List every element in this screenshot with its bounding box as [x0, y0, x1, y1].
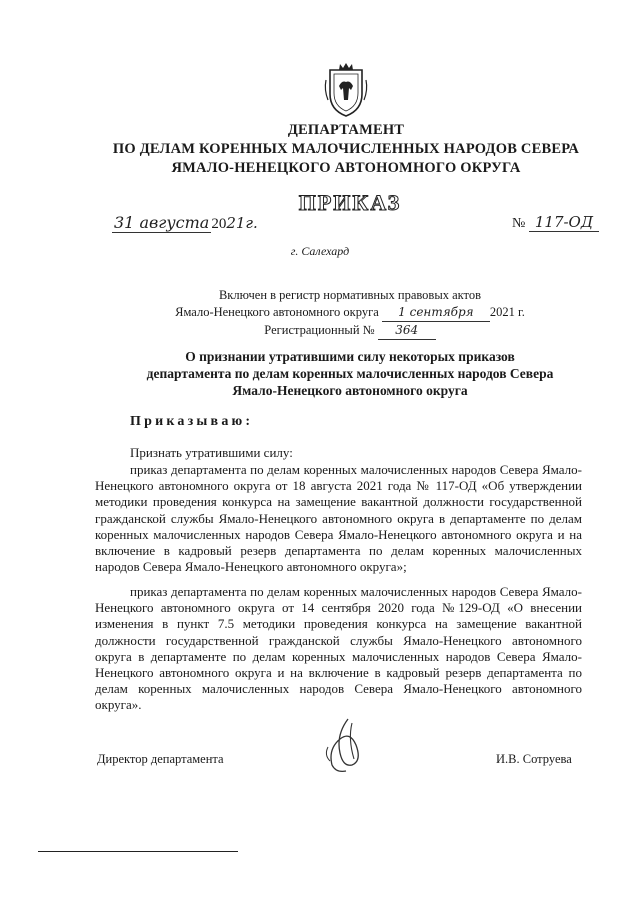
paragraph-1-block [95, 462, 582, 575]
document-title [120, 348, 580, 399]
declaration: Признать утратившими силу: [130, 445, 293, 460]
title-line: Ямало-Ненецкого автономного округа [232, 383, 468, 398]
order-word: Приказываю: [130, 414, 254, 429]
signature-icon [318, 715, 378, 775]
paragraph: приказ департамента по делам коренных малочисленных народов Севера Ямало-Ненецкого автономного округа от 18 августа 2021 года № 117-ОД «Об утверждении методики проведения конкурса на замещение вакантной должности государственной гражданской службы Ямало-Ненецкого автономного округа в департаменте по делам коренных малочисленных народов Севера Ямало-Ненецкого автономного округа и на включение в кадровый резерв департамента по делам коренных малочисленных народов Севера Ямало-Ненецкого автономного округа»; [95, 462, 582, 575]
bottom-rule [38, 851, 238, 852]
registry-line [130, 304, 570, 322]
city: г. Салехард [290, 244, 350, 258]
signatory-position: Директор департамента [97, 752, 224, 766]
registry-date-handwritten: 1 сентября [382, 304, 490, 322]
registry-line [130, 322, 570, 340]
issue-year-handwritten: 21г. [226, 214, 258, 232]
issue-date [112, 213, 258, 233]
signatory-name: И.В. Сотруева [496, 752, 572, 766]
registry-number-handwritten: 364 [378, 322, 436, 340]
registry-year: 2021 г. [489, 305, 525, 319]
title-line: департамента по делам коренных малочисленных народов Севера [146, 366, 554, 381]
issue-date-handwritten: 31 августа [114, 213, 210, 232]
number-label: № [512, 216, 526, 231]
paragraph-2-block [95, 584, 582, 714]
registry-line: Включен в регистр нормативных правовых актов [218, 288, 482, 302]
issue-year-prefix: 20 [211, 216, 227, 232]
paragraph: приказ департамента по делам коренных малочисленных народов Севера Ямало-Ненецкого автономного округа от 14 сентября 2020 года №129-ОД «О внесении изменения в пункт 7.5 методики проведения конкурса на замещение вакантной должности государственной гражданской службы Ямало-Ненецкого автономного округа в департаменте по делам коренных малочисленных народов Севера Ямало-Ненецкого автономного округа и на включение в кадровый резерв департамента по делам коренных малочисленных народов Севера Ямало-Ненецкого автономного округа». [95, 584, 582, 713]
org-line: ЯМАЛО-НЕНЕЦКОГО АВТОНОМНОГО ОКРУГА [171, 160, 521, 176]
org-line: ПО ДЕЛАМ КОРЕННЫХ МАЛОЧИСЛЕННЫХ НАРОДОВ СЕВЕРА [112, 141, 580, 157]
organization-header [96, 121, 596, 178]
registry-number-label: Регистрационный № [264, 323, 375, 337]
issue-number [512, 213, 599, 232]
org-line: ДЕПАРТАМЕНТ [287, 122, 405, 138]
number-handwritten: 117-ОД [529, 213, 599, 232]
document-type: ПРИКАЗ [298, 190, 402, 215]
title-line: О признании утратившими силу некоторых приказов [185, 349, 515, 364]
registry-stamp [130, 287, 570, 340]
registry-prefix: Ямало-Ненецкого автономного округа [175, 305, 379, 319]
coat-of-arms-icon [322, 60, 370, 118]
